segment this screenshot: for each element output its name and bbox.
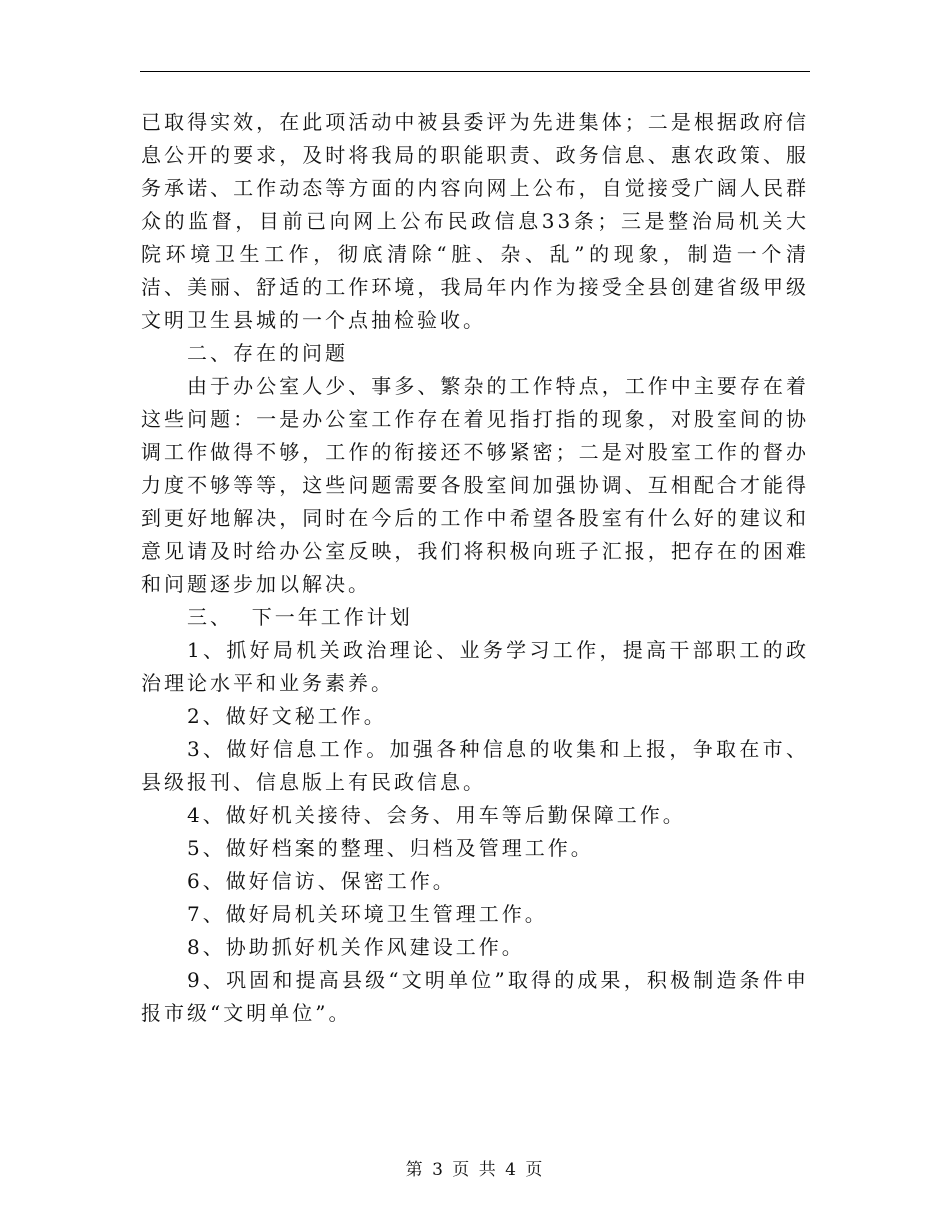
paragraph-problems: 由于办公室人少、事多、繁杂的工作特点，工作中主要存在着这些问题：一是办公室工作存在着见指打指的现象，对股室间的协调工作做得不够，工作的衔接还不够紧密；二是对股室工作的督办力度不够等等，这些问题需要各股室间加强协调、互相配合才能得到更好地解决，同时在今后的工作中希望各股室有什么好的建议和意见请及时给办公室反映，我们将积极向班子汇报，把存在的困难和问题逐步加以解决。 [141,374,809,596]
plan-item-6: 6、做好信访、保密工作。 [187,869,456,893]
plan-item-8: 8、协助抓好机关作风建设工作。 [187,935,525,959]
section-heading-plan: 三、 下一年工作计划 [187,605,413,629]
page-number-footer: 第 3 页 共 4 页 [405,1160,545,1180]
header-rule [140,71,810,72]
document-body [141,106,809,1030]
plan-item-5: 5、做好档案的整理、归档及管理工作。 [187,836,594,860]
plan-item-3: 3、做好信息工作。加强各种信息的收集和上报，争取在市、县级报刊、信息版上有民政信息。 [141,737,809,794]
plan-item-7: 7、做好局机关环境卫生管理工作。 [187,902,548,926]
plan-item-2: 2、做好文秘工作。 [187,704,387,728]
plan-item-4: 4、做好机关接待、会务、用车等后勤保障工作。 [187,803,686,827]
paragraph-continuation: 已取得实效，在此项活动中被县委评为先进集体；二是根据政府信息公开的要求，及时将我局的职能职责、政务信息、惠农政策、服务承诺、工作动态等方面的内容向网上公布，自觉接受广阔人民群众的监督，目前已向网上公布民政信息33条；三是整治局机关大院环境卫生工作，彻底清除“脏、杂、乱”的现象，制造一个清洁、美丽、舒适的工作环境，我局年内作为接受全县创建省级甲级文明卫生县城的一个点抽检验收。 [141,110,809,332]
plan-item-1: 1、抓好局机关政治理论、业务学习工作，提高干部职工的政治理论水平和业务素养。 [141,638,809,695]
plan-item-9: 9、巩固和提高县级“文明单位”取得的成果，积极制造条件申报市级“文明单位”。 [141,968,809,1025]
section-heading-problems: 二、存在的问题 [187,341,348,365]
